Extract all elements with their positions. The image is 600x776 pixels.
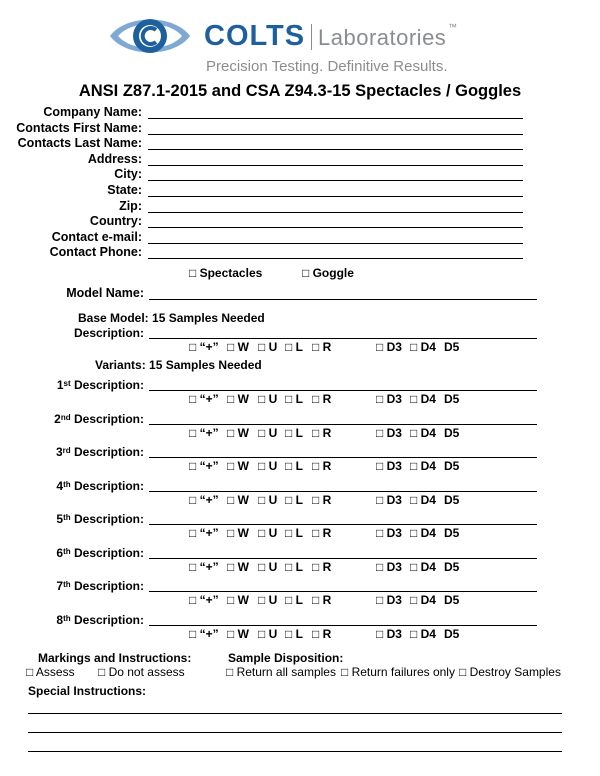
option-l-checkbox[interactable]: □ L	[285, 627, 303, 641]
option-plus-checkbox[interactable]: □ “+”	[189, 426, 219, 440]
option-u-checkbox[interactable]: □ U	[258, 392, 278, 406]
goggle-checkbox[interactable]: □ Goggle	[302, 266, 354, 280]
option-w-checkbox[interactable]: □ W	[227, 340, 249, 354]
contact-field-label: Contact Phone:	[49, 245, 142, 259]
base-model-heading: Base Model: 15 Samples Needed	[78, 311, 265, 325]
variant-description-text: Description:	[73, 546, 144, 560]
special-instructions-line-1[interactable]	[28, 713, 562, 714]
disposition-heading: Sample Disposition:	[228, 651, 344, 665]
contact-field-label: Company Name:	[43, 105, 142, 119]
option-d3-checkbox[interactable]: □ D3	[376, 560, 402, 574]
variant-number: 5	[56, 512, 64, 526]
option-w-checkbox[interactable]: □ W	[227, 426, 249, 440]
option-plus-checkbox[interactable]: □ “+”	[189, 593, 219, 607]
variant-number: 6	[56, 546, 64, 560]
option-l-checkbox[interactable]: □ L	[285, 459, 303, 473]
base-description-label: Description:	[73, 326, 144, 340]
option-u-checkbox[interactable]: □ U	[258, 526, 278, 540]
variant-description-field[interactable]	[149, 491, 537, 492]
option-d4-checkbox[interactable]: □ D4	[410, 493, 436, 507]
option-r-checkbox[interactable]: □ R	[312, 426, 332, 440]
variant-description-label	[56, 613, 144, 627]
option-d3-checkbox[interactable]: □ D3	[376, 340, 402, 354]
option-plus-checkbox[interactable]: □ “+”	[189, 627, 219, 641]
option-d4-checkbox[interactable]: □ D4	[410, 593, 436, 607]
option-d5-checkbox[interactable]: D5	[444, 392, 460, 406]
variant-description-text: Description:	[73, 479, 144, 493]
option-u-checkbox[interactable]: □ U	[258, 459, 278, 473]
option-w-checkbox[interactable]: □ W	[227, 593, 249, 607]
option-w-checkbox[interactable]: □ W	[227, 459, 249, 473]
option-l-checkbox[interactable]: □ L	[285, 426, 303, 440]
special-instructions-label: Special Instructions:	[28, 684, 147, 698]
contact-field-label: Zip:	[119, 199, 142, 213]
variant-description-label	[56, 479, 144, 493]
variant-ordinal: th	[63, 580, 71, 589]
brand-divider	[311, 24, 312, 50]
contact-field-label: Country:	[89, 214, 142, 228]
option-w-checkbox[interactable]: □ W	[227, 627, 249, 641]
contact-field-input[interactable]	[148, 227, 523, 228]
option-l-checkbox[interactable]: □ L	[285, 340, 303, 354]
variant-description-field[interactable]	[149, 591, 537, 592]
variant-description-label	[56, 579, 144, 593]
variant-number: 4	[56, 479, 64, 493]
brand-name: COLTS	[204, 20, 306, 52]
variant-number: 3	[55, 445, 63, 459]
contact-field-label: City:	[114, 167, 142, 181]
special-instructions-line-3[interactable]	[28, 751, 562, 752]
option-d4-checkbox[interactable]: □ D4	[410, 526, 436, 540]
option-d4-checkbox[interactable]: □ D4	[410, 459, 436, 473]
option-plus-checkbox[interactable]: □ “+”	[189, 526, 219, 540]
return-all-checkbox[interactable]: □ Return all samples	[226, 665, 336, 679]
contact-field-label: Contacts First Name:	[16, 121, 142, 135]
option-d4-checkbox[interactable]: □ D4	[410, 627, 436, 641]
do-not-assess-checkbox[interactable]: □ Do not assess	[98, 665, 185, 679]
tagline: Precision Testing. Definitive Results.	[206, 58, 448, 75]
variant-number: 8	[56, 613, 64, 627]
header-logo	[108, 8, 468, 80]
variant-ordinal: th	[63, 480, 71, 489]
variant-description-field[interactable]	[149, 524, 537, 525]
option-d4-checkbox[interactable]: □ D4	[410, 426, 436, 440]
option-r-checkbox[interactable]: □ R	[312, 593, 332, 607]
option-d5-checkbox[interactable]: D5	[444, 627, 460, 641]
special-instructions-line-2[interactable]	[28, 732, 562, 733]
option-d4-checkbox[interactable]: □ D4	[410, 340, 436, 354]
option-d3-checkbox[interactable]: □ D3	[376, 493, 402, 507]
option-plus-checkbox[interactable]: □ “+”	[189, 392, 219, 406]
option-plus-checkbox[interactable]: □ “+”	[189, 459, 219, 473]
variant-description-field[interactable]	[149, 424, 537, 425]
option-w-checkbox[interactable]: □ W	[227, 526, 249, 540]
variant-ordinal: st	[63, 379, 71, 388]
variant-description-label	[56, 512, 144, 526]
spectacles-checkbox[interactable]: □ Spectacles	[189, 266, 263, 280]
option-u-checkbox[interactable]: □ U	[258, 340, 278, 354]
option-r-checkbox[interactable]: □ R	[312, 526, 332, 540]
option-d4-checkbox[interactable]: □ D4	[410, 392, 436, 406]
option-l-checkbox[interactable]: □ L	[285, 526, 303, 540]
variant-description-text: Description:	[73, 378, 144, 392]
option-d3-checkbox[interactable]: □ D3	[376, 593, 402, 607]
option-plus-checkbox[interactable]: □ “+”	[189, 340, 219, 354]
option-d5-checkbox[interactable]: D5	[444, 426, 460, 440]
option-d5-checkbox[interactable]: D5	[444, 560, 460, 574]
option-w-checkbox[interactable]: □ W	[227, 560, 249, 574]
variant-number: 7	[56, 579, 64, 593]
model-name-label: Model Name:	[66, 286, 144, 300]
option-d5-checkbox[interactable]: D5	[444, 340, 460, 354]
contact-field-input[interactable]	[148, 149, 523, 150]
variant-number: 1	[56, 378, 64, 392]
variant-ordinal: th	[63, 614, 71, 623]
variant-ordinal: nd	[60, 413, 71, 422]
variant-description-text: Description:	[73, 579, 144, 593]
variant-description-text: Description:	[73, 412, 144, 426]
option-u-checkbox[interactable]: □ U	[258, 560, 278, 574]
option-u-checkbox[interactable]: □ U	[258, 627, 278, 641]
contact-field-input[interactable]	[148, 118, 523, 119]
option-l-checkbox[interactable]: □ L	[285, 392, 303, 406]
colts-eye-logo-icon	[108, 10, 192, 62]
contact-field-input[interactable]	[148, 212, 523, 213]
option-r-checkbox[interactable]: □ R	[312, 459, 332, 473]
variant-description-field[interactable]	[149, 625, 537, 626]
option-plus-checkbox[interactable]: □ “+”	[189, 560, 219, 574]
contact-field-input[interactable]	[148, 165, 523, 166]
contact-field-input[interactable]	[148, 258, 523, 259]
variant-description-label	[56, 546, 144, 560]
markings-heading: Markings and Instructions:	[38, 651, 192, 665]
variant-description-text: Description:	[73, 512, 144, 526]
variant-description-field[interactable]	[149, 390, 537, 391]
option-r-checkbox[interactable]: □ R	[312, 493, 332, 507]
variant-description-field[interactable]	[149, 558, 537, 559]
variants-heading: Variants: 15 Samples Needed	[95, 358, 262, 372]
model-name-field[interactable]	[149, 299, 537, 300]
option-d3-checkbox[interactable]: □ D3	[376, 627, 402, 641]
option-d5-checkbox[interactable]: D5	[444, 493, 460, 507]
option-r-checkbox[interactable]: □ R	[312, 560, 332, 574]
variant-description-label	[54, 412, 144, 426]
option-u-checkbox[interactable]: □ U	[258, 493, 278, 507]
variant-description-text: Description:	[73, 613, 144, 627]
variant-number: 2	[54, 412, 61, 426]
option-w-checkbox[interactable]: □ W	[227, 392, 249, 406]
option-d5-checkbox[interactable]: D5	[444, 526, 460, 540]
option-r-checkbox[interactable]: □ R	[312, 340, 332, 354]
return-failures-checkbox[interactable]: □ Return failures only	[341, 665, 455, 679]
option-d5-checkbox[interactable]: D5	[444, 593, 460, 607]
variant-ordinal: th	[63, 513, 71, 522]
option-d4-checkbox[interactable]: □ D4	[410, 560, 436, 574]
contact-field-label: State:	[107, 183, 142, 197]
trademark: ™	[448, 22, 457, 32]
assess-checkbox[interactable]: □ Assess	[26, 665, 75, 679]
contact-field-input[interactable]	[148, 134, 523, 135]
option-w-checkbox[interactable]: □ W	[227, 493, 249, 507]
brand-suffix: Laboratories	[318, 25, 447, 50]
option-plus-checkbox[interactable]: □ “+”	[189, 493, 219, 507]
destroy-samples-checkbox[interactable]: □ Destroy Samples	[459, 665, 561, 679]
contact-field-label: Contacts Last Name:	[17, 136, 142, 150]
variant-ordinal: th	[63, 547, 71, 556]
contact-field-input[interactable]	[148, 196, 523, 197]
option-d5-checkbox[interactable]: D5	[444, 459, 460, 473]
option-d3-checkbox[interactable]: □ D3	[376, 392, 402, 406]
option-r-checkbox[interactable]: □ R	[312, 392, 332, 406]
contact-field-label: Contact e-mail:	[51, 230, 142, 244]
option-r-checkbox[interactable]: □ R	[312, 627, 332, 641]
contact-field-input[interactable]	[148, 243, 523, 244]
option-l-checkbox[interactable]: □ L	[285, 493, 303, 507]
page-title: ANSI Z87.1-2015 and CSA Z94.3-15 Spectacles / Goggles	[78, 82, 522, 100]
option-l-checkbox[interactable]: □ L	[285, 593, 303, 607]
contact-field-input[interactable]	[148, 180, 523, 181]
variant-description-field[interactable]	[149, 457, 537, 458]
option-d3-checkbox[interactable]: □ D3	[376, 426, 402, 440]
option-u-checkbox[interactable]: □ U	[258, 593, 278, 607]
variant-ordinal: rd	[62, 446, 71, 455]
variant-description-label	[57, 378, 144, 392]
option-d3-checkbox[interactable]: □ D3	[376, 459, 402, 473]
variant-description-text: Description:	[73, 445, 144, 459]
option-d3-checkbox[interactable]: □ D3	[376, 526, 402, 540]
contact-field-label: Address:	[87, 152, 142, 166]
base-description-field[interactable]	[149, 338, 537, 339]
option-l-checkbox[interactable]: □ L	[285, 560, 303, 574]
variant-description-label	[56, 445, 144, 459]
option-u-checkbox[interactable]: □ U	[258, 426, 278, 440]
